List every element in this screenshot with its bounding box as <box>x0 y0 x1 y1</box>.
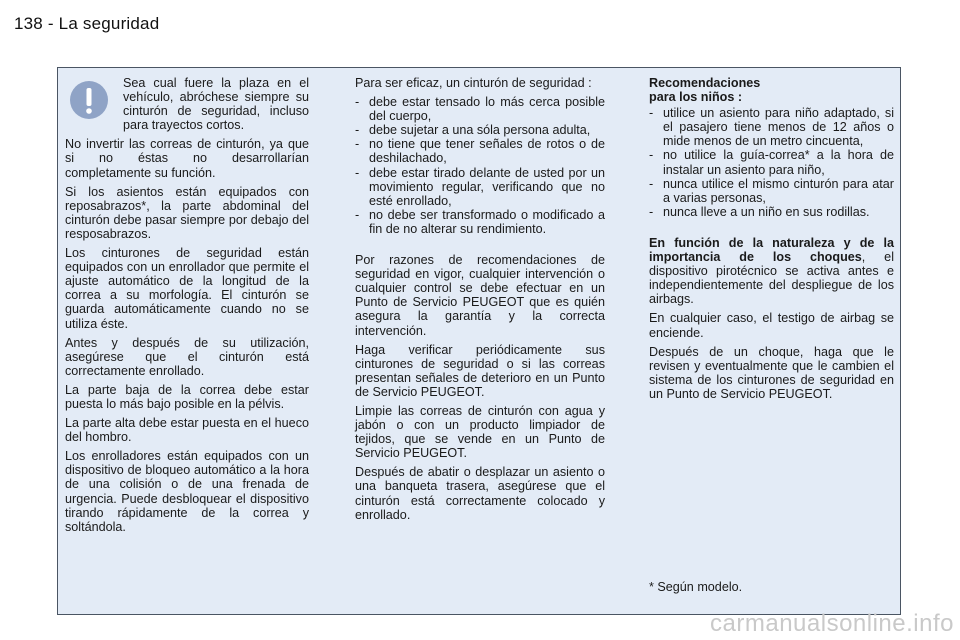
list-item: - debe estar tirado delante de usted por un movimiento regular, verificando que no esté enrollado, <box>355 166 605 208</box>
paragraph: Haga verificar periódicamente sus cinturones de seguridad o si las correas presentan señales de deterioro en un Punto de Servicio PEUGEOT. <box>355 342 605 399</box>
paragraph: La parte baja de la correa debe estar puesta lo más bajo posible en la pélvis. <box>65 382 309 411</box>
info-panel <box>57 67 901 615</box>
list-item: - nunca utilice el mismo cinturón para atar a varias personas, <box>649 177 894 205</box>
list-item: - no utilice la guía-correa* a la hora de instalar un asiento para niño, <box>649 148 894 176</box>
list-item: - utilice un asiento para niño adaptado, si el pasajero tiene menos de 12 años o mide menos de un metro cincuenta, <box>649 106 894 148</box>
column-3 <box>649 76 894 406</box>
text: , el dispositivo pirotécnico se activa antes e independientemente del despliegue de los airbags. <box>649 250 894 307</box>
paragraph: Limpie las correas de cinturón con agua y jabón o con un producto limpiador de tejidos, que se vende en un Punto de Servicio PEUGEOT. <box>355 403 605 461</box>
paragraph: Después de un choque, haga que le revisen y eventualmente que le cambien el sistema de los cinturones de seguridad en un Punto de Servicio PEUGEOT. <box>649 344 894 401</box>
warning-block <box>65 76 309 132</box>
paragraph: Sea cual fuere la plaza en el vehículo, abróchese siempre su cinturón de seguridad, incluso para trayectos cortos. <box>123 76 309 133</box>
watermark: carmanualsonline.info <box>710 610 954 637</box>
paragraph: Si los asientos están equipados con reposabrazos*, la parte abdominal del cinturón debe pasar siempre por debajo del resposabrazos. <box>65 184 309 241</box>
paragraph: Por razones de recomendaciones de seguridad en vigor, cualquier intervención o cualquier control se debe efectuar en un Punto de Servicio PEUGEOT que es quién asegura la garantía y la correcta intervención. <box>355 253 605 338</box>
column-1 <box>65 76 309 539</box>
list-item: - debe sujetar a una sóla persona adulta, <box>355 123 605 137</box>
heading-line: para los niños : <box>649 90 743 105</box>
section-heading <box>649 76 894 104</box>
child-recommendations-list <box>649 106 894 219</box>
page-title: 138 - La seguridad <box>14 14 160 33</box>
footnote: * Según modelo. <box>649 580 743 594</box>
column-2 <box>355 76 605 527</box>
list-item: - no debe ser transformado o modificado a fin de no alterar su rendimiento. <box>355 208 605 236</box>
paragraph: Los enrolladores están equipados con un dispositivo de bloqueo automático a la hora de una colisión o de una frenada de urgencia. Puede desbloquear el dispositivo tirando rápidamente de la correa y soltándola. <box>65 449 309 534</box>
paragraph: En cualquier caso, el testigo de airbag se enciende. <box>649 311 894 340</box>
list-item: - nunca lleve a un niño en sus rodillas. <box>649 205 894 219</box>
exclamation-icon <box>69 80 109 120</box>
list-item: - debe estar tensado lo más cerca posible del cuerpo, <box>355 95 605 123</box>
bold-lead: En función de la naturaleza y de la importancia de los choques <box>649 235 894 265</box>
paragraph: Para ser eficaz, un cinturón de seguridad : <box>355 76 592 90</box>
paragraph <box>649 236 894 306</box>
belt-requirements-list <box>355 95 605 236</box>
paragraph: No invertir las correas de cinturón, ya que si no éstas no desarrollarían completamente su función. <box>65 137 309 180</box>
paragraph: Los cinturones de seguridad están equipados con un enrollador que permite el ajuste automático de la longitud de la correa a su morfología. El cinturón se guarda automáticamente cuando no se utiliza éste. <box>65 246 309 331</box>
heading-line: Recomendaciones <box>649 76 761 90</box>
list-item: - no tiene que tener señales de rotos o de deshilachado, <box>355 137 605 165</box>
paragraph: Después de abatir o desplazar un asiento o una banqueta trasera, asegúrese que el cinturón está correctamente colocado y enrollado. <box>355 465 605 522</box>
paragraph: Antes y después de su utilización, asegúrese que el cinturón está correctamente enrollado. <box>65 335 309 378</box>
paragraph: La parte alta debe estar puesta en el hueco del hombro. <box>65 416 309 445</box>
